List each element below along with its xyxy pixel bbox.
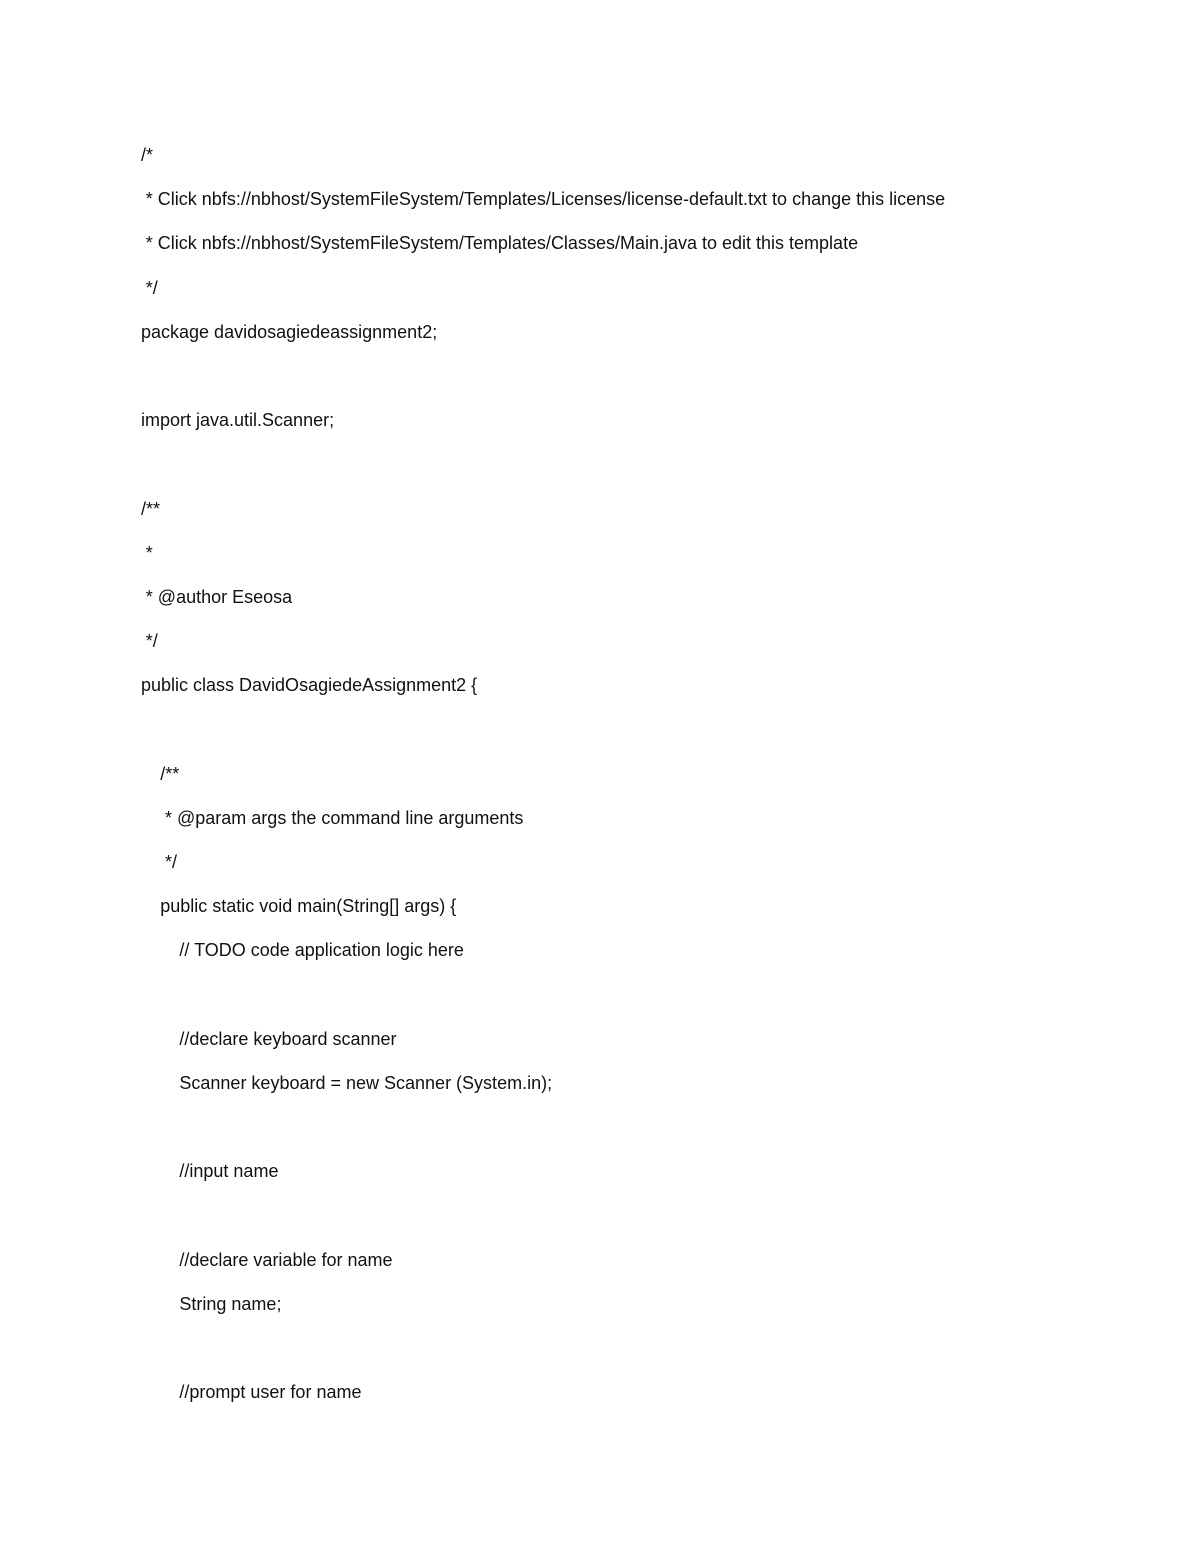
code-line: */	[145, 277, 158, 298]
code-line: String name;	[179, 1293, 282, 1314]
blank-line	[141, 980, 1141, 1024]
code-line: * @param args the command line arguments	[165, 807, 524, 828]
code-line: *	[145, 542, 153, 563]
code-line: public class DavidOsagiedeAssignment2 {	[141, 675, 478, 696]
blank-line	[141, 361, 1141, 405]
blank-line	[141, 449, 1141, 493]
code-line: //prompt user for name	[179, 1382, 362, 1403]
code-line: package davidosagiedeassignment2;	[141, 321, 438, 342]
code-line: //input name	[179, 1161, 279, 1182]
code-line: //declare variable for name	[179, 1249, 393, 1270]
code-line: //declare keyboard scanner	[179, 1028, 397, 1049]
code-line: */	[165, 852, 178, 872]
code-line: * Click nbfs://nbhost/SystemFileSystem/Templates/Classes/Main.java to edit this template	[145, 233, 859, 254]
blank-line	[141, 1333, 1141, 1377]
code-line: // TODO code application logic here	[179, 940, 464, 961]
code-line: * @author Eseosa	[145, 586, 293, 607]
code-line: public static void main(String[] args) {	[160, 896, 457, 917]
blank-line	[141, 1112, 1141, 1156]
code-line: import java.util.Scanner;	[141, 410, 335, 431]
code-line: Scanner keyboard = new Scanner (System.in);	[179, 1072, 553, 1093]
code-line: */	[145, 631, 158, 652]
code-line: /*	[141, 145, 154, 165]
code-listing	[141, 140, 1141, 1421]
blank-line	[141, 714, 1141, 758]
code-line: /**	[141, 498, 161, 519]
code-line: * Click nbfs://nbhost/SystemFileSystem/Templates/Licenses/license-default.txt to change this license	[145, 189, 946, 210]
blank-line	[141, 1201, 1141, 1245]
code-line: /**	[160, 763, 180, 784]
